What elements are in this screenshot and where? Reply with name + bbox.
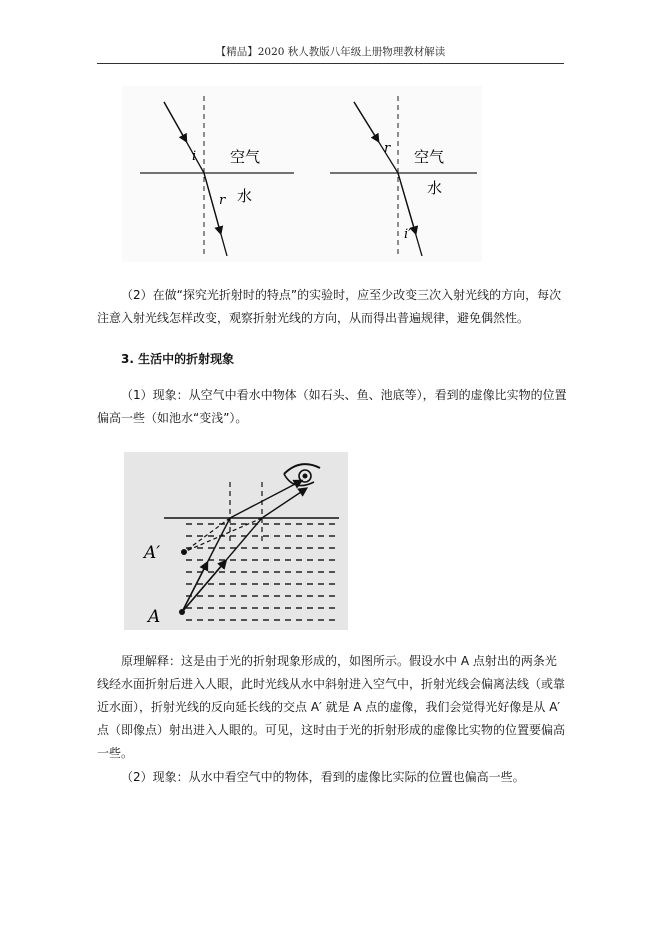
header-divider [97,63,564,64]
right-label-water: 水 [427,179,443,197]
point-a [179,609,185,615]
label-a: A [148,607,161,627]
paragraph-phenomenon-2: （2）现象：从水中看空气中的物体，看到的虚像比实际的位置也偏高一些。 [121,770,525,784]
paragraph-phenomenon-1: （1）现象：从空气中看水中物体（如石头、鱼、池底等），看到的虚像比实物的位置偏高一些（如池水“变浅”）。 [97,388,567,425]
right-label-i-prime: i′ [404,227,412,242]
page-header: 【精品】2020 秋人教版八年级上册物理教材解读 [215,46,446,58]
section-heading-3: 3. 生活中的折射现象 [121,352,235,366]
right-label-air: 空气 [414,148,445,166]
left-label-i: i [192,149,197,164]
label-a-prime: A′ [144,543,161,563]
point-a-prime [181,549,187,555]
left-label-r: r [219,193,226,208]
left-label-air: 空气 [230,148,261,166]
left-label-water: 水 [237,187,253,205]
paragraph-principle: 原理解释：这是由于光的折射现象形成的，如图所示。假设水中 A 点射出的两条光线经水面折射后进入人眼，此时光线从水中斜射进入空气中，折射光线会偏离法线（或靠近水面），折射光线的反向延长线的交点 A′ 就是 A 点的虚像，我们会觉得光好像是从 A′ 点（即像点）射出进入人眼的。可见，这时由于光的折射形成的虚像比实物的位置要偏高一些。 [97,654,566,760]
pool-refraction-figure [124,452,348,630]
refraction-diagram-figure [122,86,482,262]
right-label-r: r [384,141,391,156]
paragraph-experiment: （2）在做“探究光折射时的特点”的实验时，应至少改变三次入射光线的方向，每次注意入射光线怎样改变，观察折射光线的方向，从而得出普遍规律，避免偶然性。 [97,288,562,325]
